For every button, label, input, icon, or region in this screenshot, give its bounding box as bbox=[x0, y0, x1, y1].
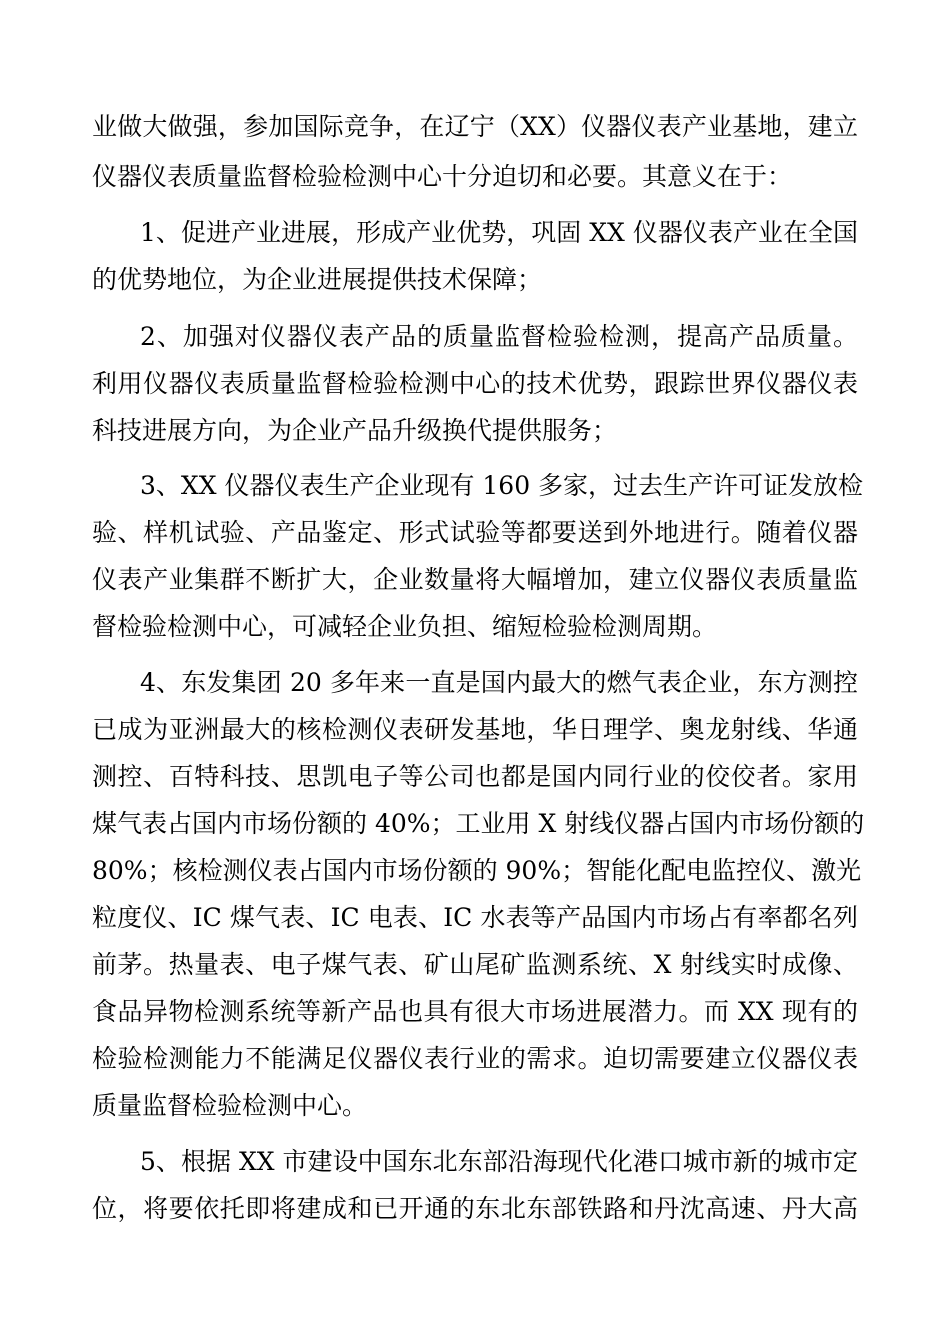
text-line-2: 仪器仪表质量监督检验检测中心十分迫切和必要。其意义在于： bbox=[92, 162, 793, 191]
text-line-1: 业做大做强，参加国际竞争，在辽宁（XX）仪器仪表产业基地，建立 bbox=[92, 112, 858, 141]
text-line-12: 4、东发集团 20 多年来一直是国内最大的燃气表企业，东方测控 bbox=[140, 668, 858, 697]
text-line-9: 验、样机试验、产品鉴定、形式试验等都要送到外地进行。随着仪器 bbox=[92, 518, 858, 547]
text-line-19: 食品异物检测系统等新产品也具有很大市场进展潜力。而 XX 现有的 bbox=[92, 997, 858, 1026]
text-line-5: 2、加强对仪器仪表产品的质量监督检验检测，提高产品质量。 bbox=[140, 322, 858, 351]
text-line-23: 位，将要依托即将建成和已开通的东北东部铁路和丹沈高速、丹大高 bbox=[92, 1194, 858, 1223]
text-line-4: 的优势地位，为企业进展提供技术保障； bbox=[92, 265, 543, 294]
text-line-8: 3、XX 仪器仪表生产企业现有 160 多家，过去生产许可证发放检 bbox=[140, 471, 864, 500]
text-line-15: 煤气表占国内市场份额的 40%；工业用 X 射线仪器占国内市场份额的 bbox=[92, 809, 865, 838]
text-line-14: 测控、百特科技、思凯电子等公司也都是国内同行业的佼佼者。家用 bbox=[92, 762, 858, 791]
text-line-18: 前茅。热量表、电子煤气表、矿山尾矿监测系统、X 射线实时成像、 bbox=[92, 950, 858, 979]
text-line-7: 科技进展方向，为企业产品升级换代提供服务； bbox=[92, 416, 618, 445]
text-line-20: 检验检测能力不能满足仪器仪表行业的需求。迫切需要建立仪器仪表 bbox=[92, 1044, 858, 1073]
text-line-10: 仪表产业集群不断扩大，企业数量将大幅增加，建立仪器仪表质量监 bbox=[92, 565, 858, 594]
text-line-17: 粒度仪、IC 煤气表、IC 电表、IC 水表等产品国内市场占有率都名列 bbox=[92, 903, 858, 932]
text-line-6: 利用仪器仪表质量监督检验检测中心的技术优势，跟踪世界仪器仪表 bbox=[92, 369, 858, 398]
text-line-11: 督检验检测中心，可减轻企业负担、缩短检验检测周期。 bbox=[92, 612, 718, 641]
text-line-22: 5、根据 XX 市建设中国东北东部沿海现代化港口城市新的城市定 bbox=[140, 1147, 858, 1176]
text-line-3: 1、促进产业进展，形成产业优势，巩固 XX 仪器仪表产业在全国 bbox=[140, 218, 858, 247]
text-line-13: 已成为亚洲最大的核检测仪表研发基地，华日理学、奥龙射线、华通 bbox=[92, 715, 858, 744]
text-line-21: 质量监督检验检测中心。 bbox=[92, 1091, 368, 1120]
document-page bbox=[92, 102, 865, 1234]
text-line-16: 80%；核检测仪表占国内市场份额的 90%；智能化配电监控仪、激光 bbox=[92, 856, 862, 885]
